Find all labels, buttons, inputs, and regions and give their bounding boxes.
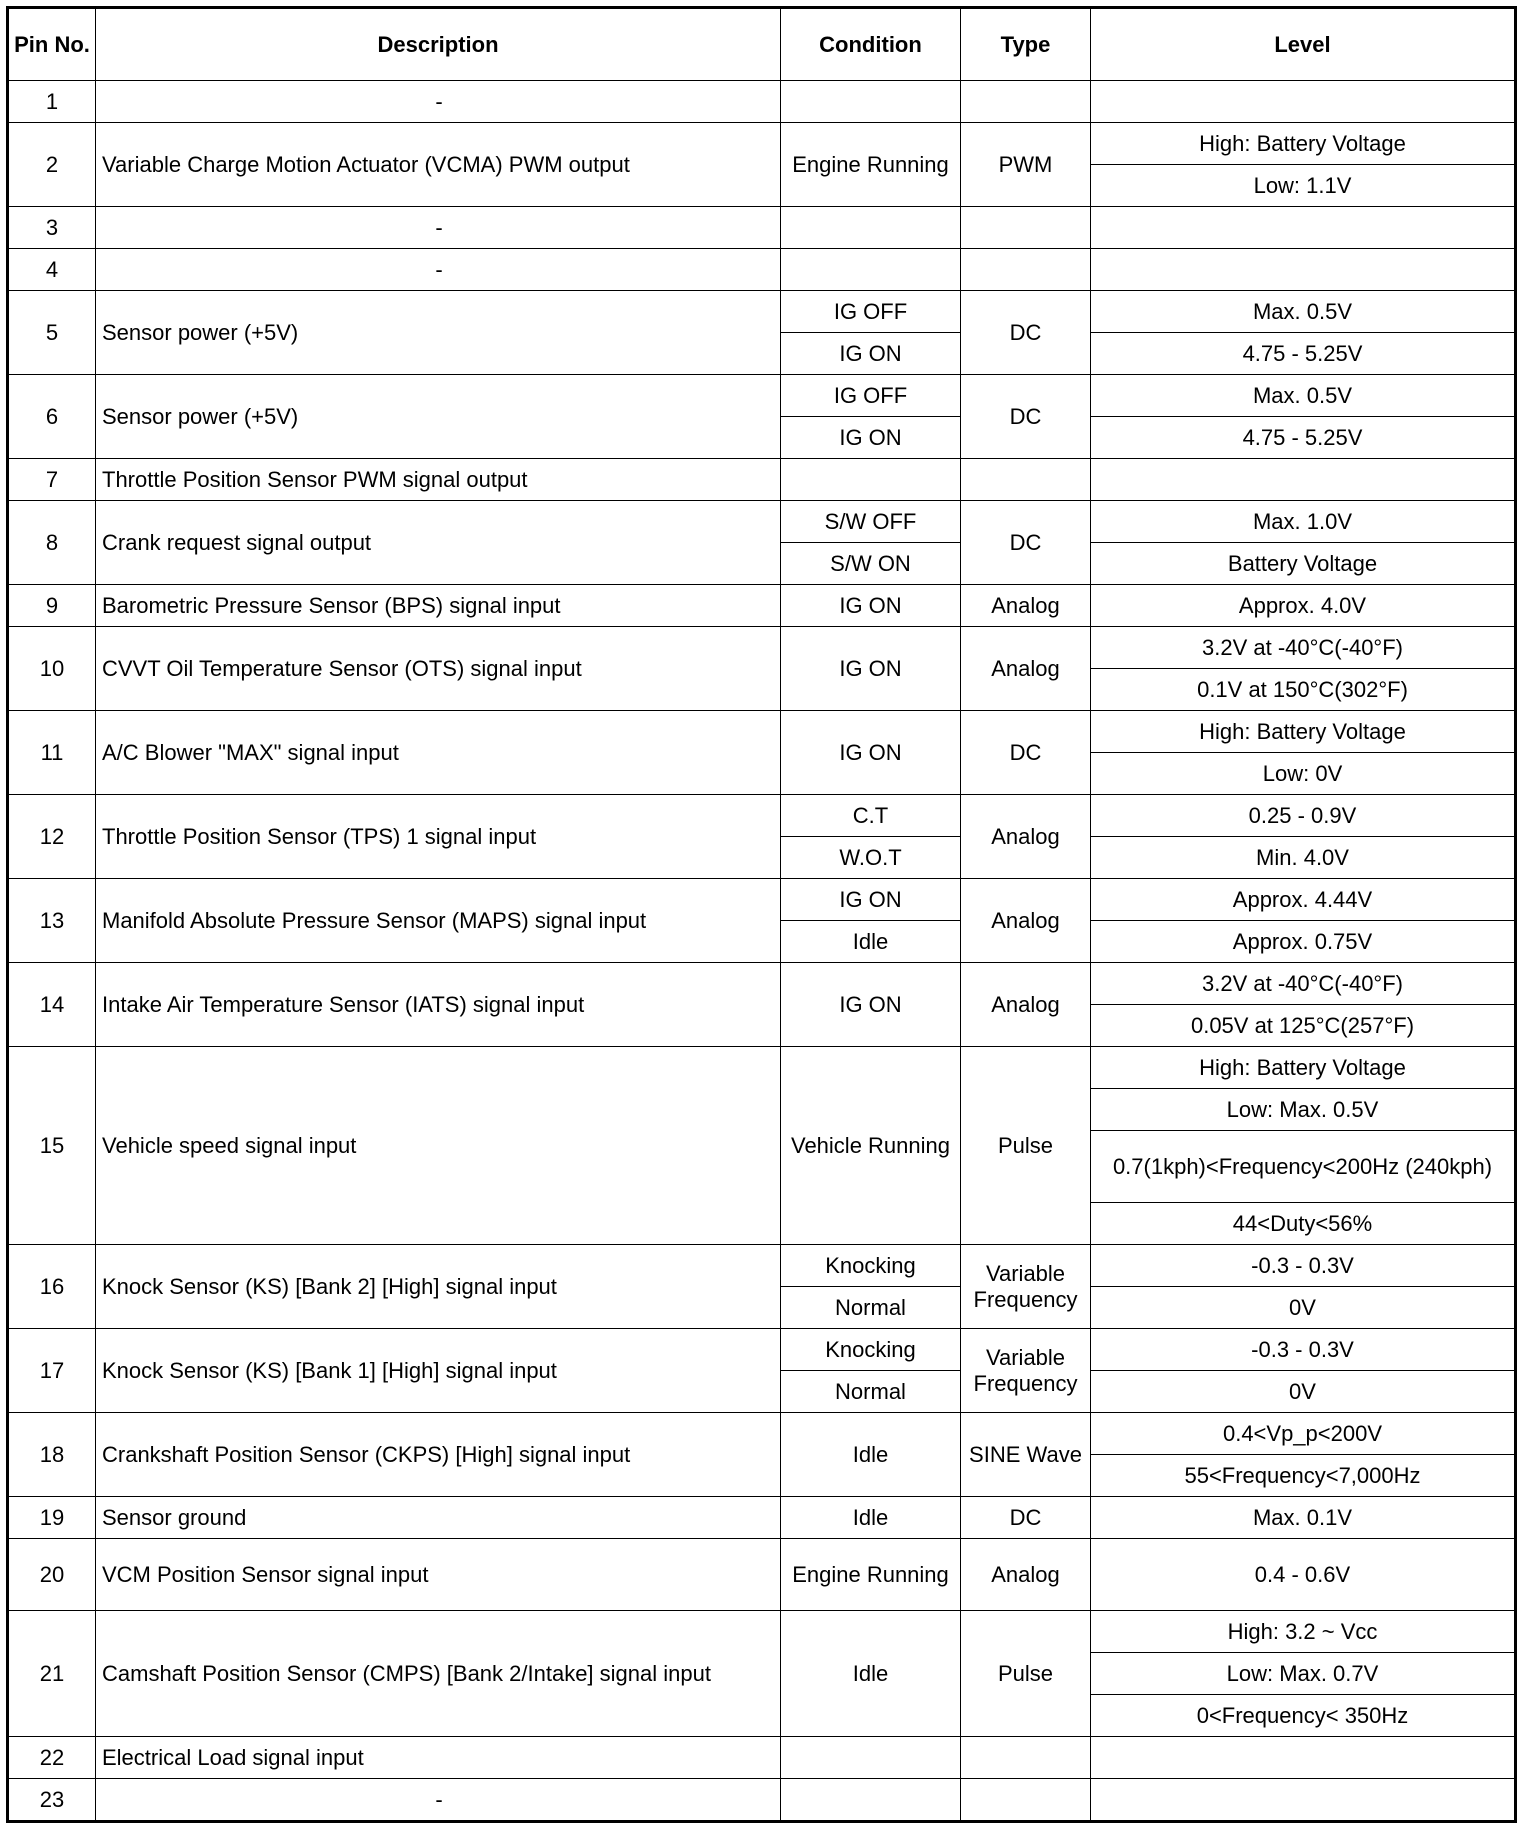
table-row [8,1329,1516,1371]
type: DC [961,291,1091,375]
description: Sensor power (+5V) [96,291,781,375]
pin-table [6,6,1517,1823]
condition: IG ON [781,417,961,459]
table-row [8,81,1516,123]
table-row [8,1245,1516,1287]
header-condition: Condition [781,8,961,81]
pin-number: 11 [8,711,96,795]
pin-number: 8 [8,501,96,585]
pin-number: 22 [8,1737,96,1779]
type: Analog [961,879,1091,963]
type: DC [961,501,1091,585]
type [961,1779,1091,1822]
condition: Engine Running [781,123,961,207]
description: - [96,81,781,123]
level: -0.3 - 0.3V [1091,1329,1516,1371]
pin-number: 16 [8,1245,96,1329]
type [961,1737,1091,1779]
condition: C.T [781,795,961,837]
description: Intake Air Temperature Sensor (IATS) signal input [96,963,781,1047]
level: 0.05V at 125°C(257°F) [1091,1005,1516,1047]
condition: IG ON [781,879,961,921]
condition [781,459,961,501]
level: Low: Max. 0.7V [1091,1653,1516,1695]
table-row [8,795,1516,837]
pin-number: 1 [8,81,96,123]
level: Max. 0.1V [1091,1497,1516,1539]
header-pin: Pin No. [8,8,96,81]
table-row [8,1047,1516,1089]
description: Knock Sensor (KS) [Bank 1] [High] signal input [96,1329,781,1413]
description: Barometric Pressure Sensor (BPS) signal input [96,585,781,627]
level: 4.75 - 5.25V [1091,417,1516,459]
condition: IG ON [781,711,961,795]
level: 0.4 - 0.6V [1091,1539,1516,1611]
pin-number: 13 [8,879,96,963]
table-row [8,627,1516,669]
level: 0<Frequency< 350Hz [1091,1695,1516,1737]
pin-number: 10 [8,627,96,711]
type: Analog [961,1539,1091,1611]
condition [781,81,961,123]
level [1091,1779,1516,1822]
description: Vehicle speed signal input [96,1047,781,1245]
table-row [8,375,1516,417]
pin-number: 21 [8,1611,96,1737]
level: -0.3 - 0.3V [1091,1245,1516,1287]
header-row [8,8,1516,81]
condition [781,249,961,291]
level [1091,459,1516,501]
condition: Knocking [781,1329,961,1371]
description: Manifold Absolute Pressure Sensor (MAPS) signal input [96,879,781,963]
pin-number: 20 [8,1539,96,1611]
level: Max. 0.5V [1091,375,1516,417]
level: Low: 1.1V [1091,165,1516,207]
condition: Idle [781,921,961,963]
level: 0.7(1kph)<Frequency<200Hz (240kph) [1091,1131,1516,1203]
type: Variable Frequency [961,1329,1091,1413]
type: SINE Wave [961,1413,1091,1497]
description: CVVT Oil Temperature Sensor (OTS) signal input [96,627,781,711]
condition [781,1779,961,1822]
type [961,207,1091,249]
pin-number: 18 [8,1413,96,1497]
type: DC [961,711,1091,795]
level: High: Battery Voltage [1091,711,1516,753]
condition: IG ON [781,585,961,627]
table-row [8,879,1516,921]
header-level: Level [1091,8,1516,81]
pin-number: 15 [8,1047,96,1245]
type [961,249,1091,291]
pin-number: 12 [8,795,96,879]
type: Analog [961,963,1091,1047]
condition: Normal [781,1371,961,1413]
level: Max. 1.0V [1091,501,1516,543]
level: High: Battery Voltage [1091,1047,1516,1089]
table-row [8,963,1516,1005]
description: Throttle Position Sensor (TPS) 1 signal input [96,795,781,879]
description: Variable Charge Motion Actuator (VCMA) PWM output [96,123,781,207]
level: 4.75 - 5.25V [1091,333,1516,375]
table-row [8,123,1516,165]
type: Pulse [961,1611,1091,1737]
description: Crank request signal output [96,501,781,585]
level: Approx. 0.75V [1091,921,1516,963]
header-type: Type [961,8,1091,81]
description: Crankshaft Position Sensor (CKPS) [High] signal input [96,1413,781,1497]
description: Sensor ground [96,1497,781,1539]
level: High: 3.2 ~ Vcc [1091,1611,1516,1653]
condition: Knocking [781,1245,961,1287]
table-row [8,501,1516,543]
level: Approx. 4.44V [1091,879,1516,921]
table-row [8,1497,1516,1539]
pin-number: 6 [8,375,96,459]
level [1091,81,1516,123]
table-row [8,207,1516,249]
level: 3.2V at -40°C(-40°F) [1091,627,1516,669]
condition: Engine Running [781,1539,961,1611]
pin-number: 2 [8,123,96,207]
condition: IG ON [781,333,961,375]
level: Min. 4.0V [1091,837,1516,879]
level: 44<Duty<56% [1091,1203,1516,1245]
table-row [8,585,1516,627]
table-row [8,291,1516,333]
pin-number: 9 [8,585,96,627]
type: DC [961,1497,1091,1539]
level: 0.1V at 150°C(302°F) [1091,669,1516,711]
table-row [8,711,1516,753]
type: Analog [961,795,1091,879]
table-row [8,1737,1516,1779]
condition: IG ON [781,627,961,711]
description: Sensor power (+5V) [96,375,781,459]
condition: Vehicle Running [781,1047,961,1245]
description: Camshaft Position Sensor (CMPS) [Bank 2/Intake] signal input [96,1611,781,1737]
type [961,81,1091,123]
type: Analog [961,585,1091,627]
condition: IG OFF [781,375,961,417]
pin-number: 4 [8,249,96,291]
table-row [8,249,1516,291]
level: 0.25 - 0.9V [1091,795,1516,837]
pin-number: 17 [8,1329,96,1413]
type: PWM [961,123,1091,207]
condition: Idle [781,1413,961,1497]
condition [781,207,961,249]
condition: W.O.T [781,837,961,879]
pin-number: 7 [8,459,96,501]
type: Pulse [961,1047,1091,1245]
level [1091,249,1516,291]
description: - [96,207,781,249]
level: Approx. 4.0V [1091,585,1516,627]
table-row [8,1611,1516,1653]
pin-number: 14 [8,963,96,1047]
condition: Normal [781,1287,961,1329]
table-row [8,1779,1516,1822]
level: High: Battery Voltage [1091,123,1516,165]
condition: IG OFF [781,291,961,333]
table-row [8,1539,1516,1611]
description: Throttle Position Sensor PWM signal output [96,459,781,501]
table-body [8,81,1516,1822]
pin-number: 19 [8,1497,96,1539]
condition: Idle [781,1497,961,1539]
type: Variable Frequency [961,1245,1091,1329]
description: - [96,249,781,291]
description: Knock Sensor (KS) [Bank 2] [High] signal input [96,1245,781,1329]
table-row [8,459,1516,501]
level: 0.4<Vp_p<200V [1091,1413,1516,1455]
level: 55<Frequency<7,000Hz [1091,1455,1516,1497]
type: Analog [961,627,1091,711]
condition: Idle [781,1611,961,1737]
level: Low: Max. 0.5V [1091,1089,1516,1131]
table-row [8,1413,1516,1455]
condition [781,1737,961,1779]
description: - [96,1779,781,1822]
condition: S/W ON [781,543,961,585]
level: Low: 0V [1091,753,1516,795]
condition: IG ON [781,963,961,1047]
description: VCM Position Sensor signal input [96,1539,781,1611]
pin-number: 3 [8,207,96,249]
level: Battery Voltage [1091,543,1516,585]
level: 3.2V at -40°C(-40°F) [1091,963,1516,1005]
pin-number: 5 [8,291,96,375]
header-description: Description [96,8,781,81]
level [1091,207,1516,249]
description: Electrical Load signal input [96,1737,781,1779]
level: 0V [1091,1371,1516,1413]
type [961,459,1091,501]
level: 0V [1091,1287,1516,1329]
type: DC [961,375,1091,459]
description: A/C Blower "MAX" signal input [96,711,781,795]
level [1091,1737,1516,1779]
level: Max. 0.5V [1091,291,1516,333]
pin-number: 23 [8,1779,96,1822]
condition: S/W OFF [781,501,961,543]
